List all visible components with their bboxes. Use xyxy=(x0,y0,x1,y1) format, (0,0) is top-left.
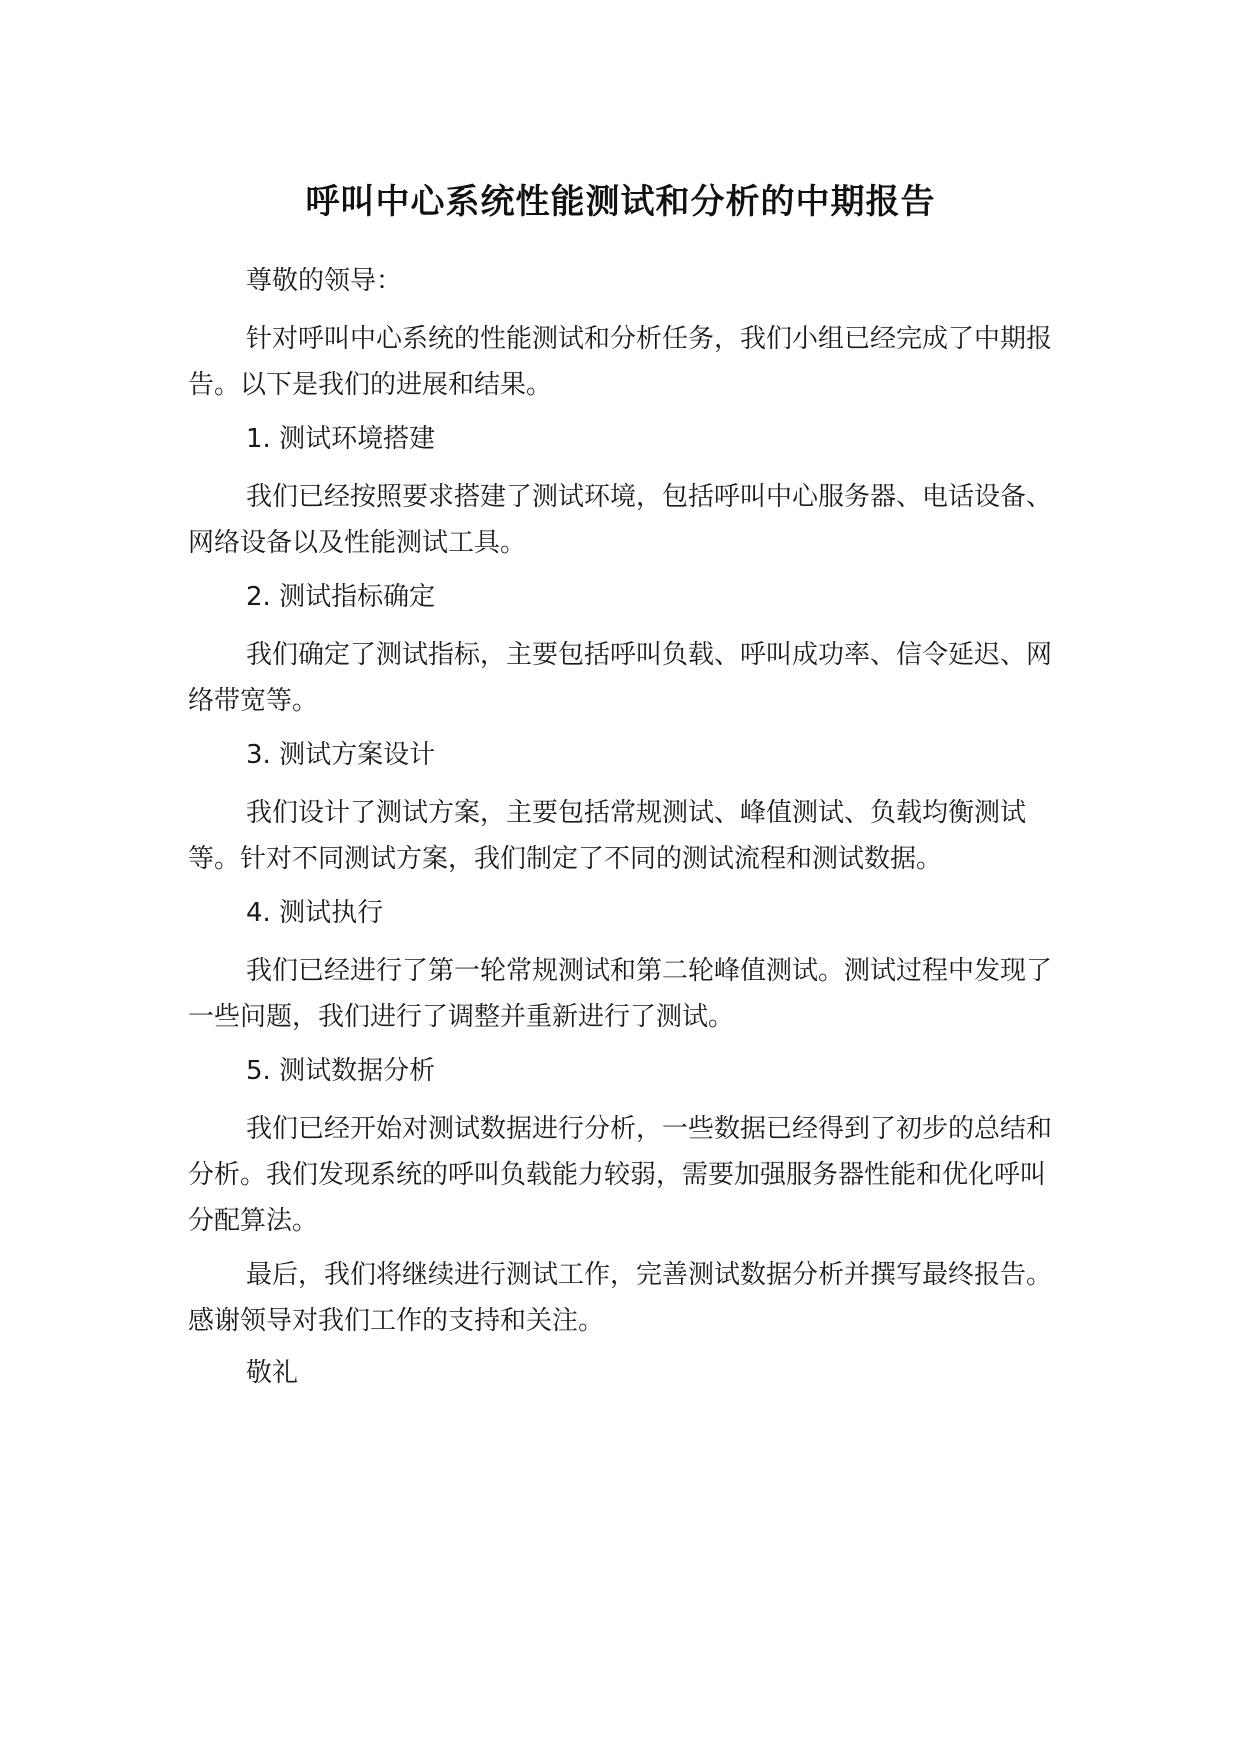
section-heading-1: 1. 测试环境搭建 xyxy=(246,424,436,454)
greeting: 尊敬的领导： xyxy=(246,266,403,296)
closing-paragraph: 最后，我们将继续进行测试工作，完善测试数据分析并撰写最终报告。感谢领导对我们工作的支持和关注。 xyxy=(188,1260,1053,1336)
section-text-4: 我们已经进行了第一轮常规测试和第二轮峰值测试。测试过程中发现了一些问题，我们进行了调整并重新进行了测试。 xyxy=(188,956,1053,1032)
intro-paragraph: 针对呼叫中心系统的性能测试和分析任务，我们小组已经完成了中期报告。以下是我们的进展和结果。 xyxy=(188,324,1053,400)
section-text-3: 我们设计了测试方案，主要包括常规测试、峰值测试、负载均衡测试等。针对不同测试方案，我们制定了不同的测试流程和测试数据。 xyxy=(188,798,1027,874)
document-title: 呼叫中心系统性能测试和分析的中期报告 xyxy=(305,182,936,222)
section-heading-4: 4. 测试执行 xyxy=(246,898,384,928)
section-text-5: 我们已经开始对测试数据进行分析，一些数据已经得到了初步的总结和分析。我们发现系统的呼叫负载能力较弱，需要加强服务器性能和优化呼叫分配算法。 xyxy=(188,1114,1053,1236)
section-heading-3: 3. 测试方案设计 xyxy=(246,740,436,770)
signoff: 敬礼 xyxy=(246,1358,299,1388)
section-heading-5: 5. 测试数据分析 xyxy=(246,1056,436,1086)
section-heading-2: 2. 测试指标确定 xyxy=(246,582,436,612)
section-text-2: 我们确定了测试指标，主要包括呼叫负载、呼叫成功率、信令延迟、网络带宽等。 xyxy=(188,640,1053,716)
section-text-1: 我们已经按照要求搭建了测试环境，包括呼叫中心服务器、电话设备、网络设备以及性能测试工具。 xyxy=(188,482,1053,558)
